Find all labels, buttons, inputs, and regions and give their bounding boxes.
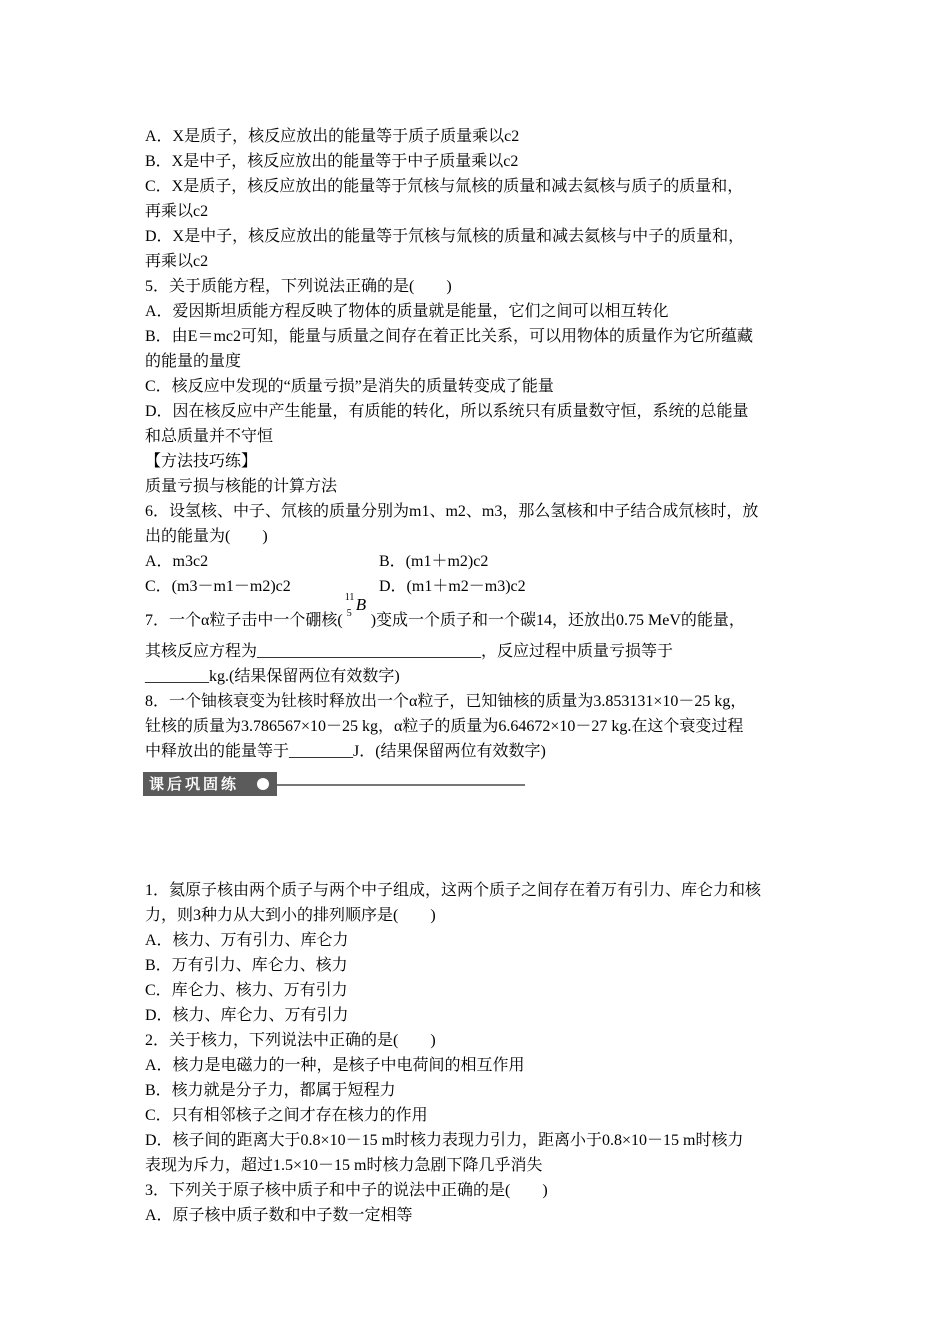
question-5-option-d: D．因在核反应中产生能量，有质能的转化，所以系统只有质量数守恒，系统的总能量 xyxy=(145,403,749,420)
isotope-atomic-number: 5 xyxy=(346,608,352,619)
homework-1-option-b: B．万有引力、库仑力、核力 xyxy=(145,957,348,974)
homework-1-option-d: D．核力、库仑力、万有引力 xyxy=(145,1007,349,1024)
method-subheading: 质量亏损与核能的计算方法 xyxy=(145,478,338,495)
question-5-option-d-cont: 和总质量并不守恒 xyxy=(145,428,274,445)
homework-2-option-d: D．核子间的距离大于0.8×10－15 m时核力表现力引力，距离小于0.8×10－15 m时核力 xyxy=(145,1132,744,1149)
bullet-dot-icon xyxy=(257,778,269,790)
question-6-option-a: A．m3c2 xyxy=(145,553,209,570)
homework-1-option-c: C．库仑力、核力、万有引力 xyxy=(145,982,348,999)
option-b: B．X是中子，核反应放出的能量等于中子质量乘以c2 xyxy=(145,153,519,170)
homework-3-option-a: A．原子核中质子数和中子数一定相等 xyxy=(145,1207,413,1224)
homework-2-option-a: A．核力是电磁力的一种，是核子中电荷间的相互作用 xyxy=(145,1057,525,1074)
question-7-line-3: ________kg.(结果保留两位有效数字) xyxy=(145,668,400,685)
question-6-option-b: B．(m1＋m2)c2 xyxy=(379,553,489,570)
question-8-line-3: 中释放出的能量等于________J．(结果保留两位有效数字) xyxy=(145,743,546,760)
question-6-options-row-1 xyxy=(145,549,805,574)
question-5-option-a: A．爱因斯坦质能方程反映了物体的质量就是能量，它们之间可以相互转化 xyxy=(145,303,669,320)
question-6-option-d: D．(m1＋m2－m3)c2 xyxy=(379,578,526,595)
section-banner-label: 课后巩固练 xyxy=(143,772,277,796)
option-d-cont: 再乘以c2 xyxy=(145,253,209,270)
homework-2-option-b: B．核力就是分子力，都属于短程力 xyxy=(145,1082,396,1099)
question-7-text-before: 7．一个α粒子击中一个硼核( xyxy=(145,612,343,629)
question-6-options-row-2 xyxy=(145,574,805,599)
question-8-line-1: 8．一个铀核衰变为钍核时释放出一个α粒子，已知铀核的质量为3.853131×10－25 kg， xyxy=(145,693,747,710)
question-7-stem xyxy=(145,592,805,639)
question-6-stem-cont: 出的能量为( ) xyxy=(145,528,268,545)
question-5-option-c: C．核反应中发现的“质量亏损”是消失的质量转变成了能量 xyxy=(145,378,554,395)
question-8-line-2: 钍核的质量为3.786567×10－25 kg，α粒子的质量为6.64672×10－27 kg.在这个衰变过程 xyxy=(145,718,744,735)
option-a: A．X是质子，核反应放出的能量等于质子质量乘以c2 xyxy=(145,128,520,145)
question-6-stem: 6．设氢核、中子、氘核的质量分别为m1、m2、m3，那么氢核和中子结合成氘核时，放 xyxy=(145,503,759,520)
question-5-option-b: B．由E＝mc2可知，能量与质量之间存在着正比关系，可以用物体的质量作为它所蕴藏 xyxy=(145,328,753,345)
section-banner xyxy=(145,772,805,798)
homework-2-option-c: C．只有相邻核子之间才存在核力的作用 xyxy=(145,1107,428,1124)
method-heading: 【方法技巧练】 xyxy=(145,453,258,470)
question-5-stem: 5．关于质能方程，下列说法正确的是( ) xyxy=(145,278,452,295)
isotope-mass-number: 11 xyxy=(344,592,355,603)
isotope-symbol: B xyxy=(355,595,367,614)
question-6-option-c: C．(m3－m1－m2)c2 xyxy=(145,578,291,595)
option-d: D．X是中子，核反应放出的能量等于氘核与氚核的质量和减去氦核与中子的质量和， xyxy=(145,228,745,245)
homework-2-stem: 2．关于核力，下列说法中正确的是( ) xyxy=(145,1032,436,1049)
homework-3-stem: 3．下列关于原子核中质子和中子的说法中正确的是( ) xyxy=(145,1182,548,1199)
option-c-cont: 再乘以c2 xyxy=(145,203,209,220)
option-c: C．X是质子，核反应放出的能量等于氘核与氚核的质量和减去氦核与质子的质量和， xyxy=(145,178,744,195)
question-7-line-2: 其核反应方程为____________________________，反应过程中质量亏损等于 xyxy=(145,643,674,660)
question-7-text-after: )变成一个质子和一个碳14，还放出0.75 MeV的能量， xyxy=(370,612,745,629)
document-page xyxy=(145,124,805,1228)
homework-1-option-a: A．核力、万有引力、库仑力 xyxy=(145,932,349,949)
homework-1-stem-cont: 力，则3种力从大到小的排列顺序是( ) xyxy=(145,907,436,924)
homework-1-stem: 1．氦原子核由两个质子与两个中子组成，这两个质子之间存在着万有引力、库仑力和核 xyxy=(145,882,762,899)
boron-isotope-notation xyxy=(343,592,371,629)
homework-2-option-d-cont: 表现为斥力，超过1.5×10－15 m时核力急剧下降几乎消失 xyxy=(145,1157,543,1174)
banner-divider xyxy=(277,784,525,786)
question-5-option-b-cont: 的能量的量度 xyxy=(145,353,242,370)
